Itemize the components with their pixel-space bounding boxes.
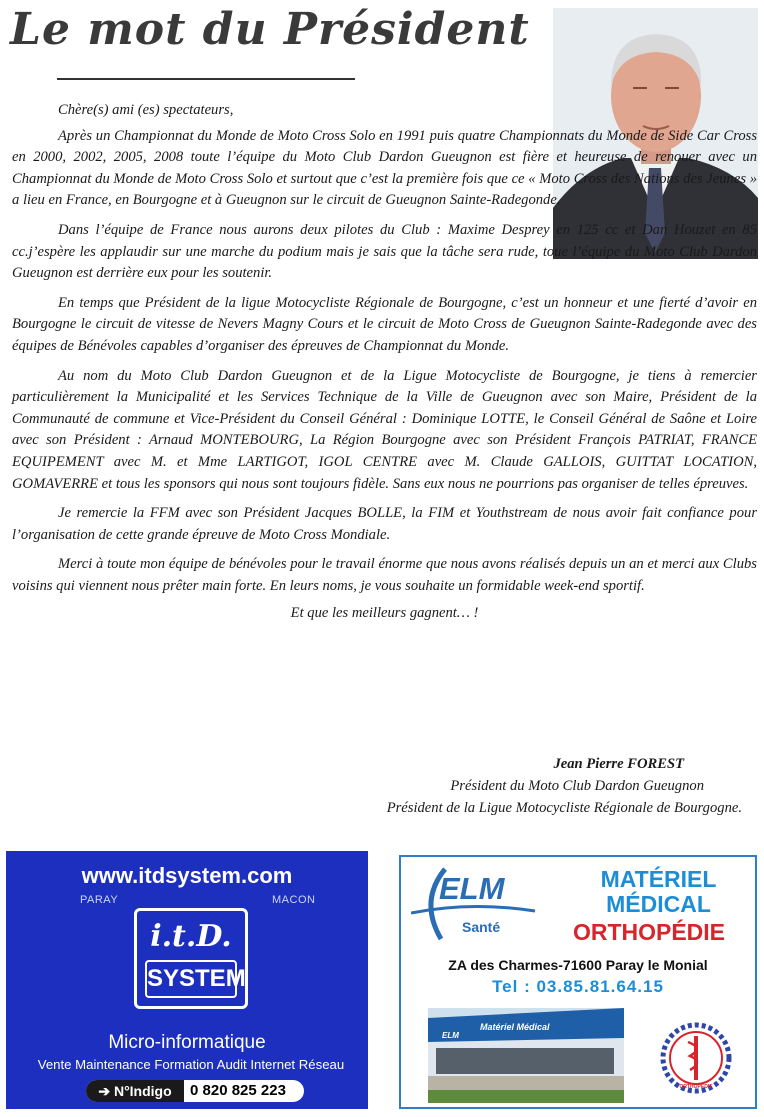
itd-url: www.itdsystem.com [81,863,293,888]
store-building-photo [428,1008,624,1103]
orthopedie-emblem-icon [660,1022,732,1094]
itd-system-ad [6,851,368,1109]
elm-sante-ad [399,855,757,1109]
indigo-number: 0 820 825 223 [190,1082,286,1099]
itd-logo-text: i.t.D. [150,919,232,954]
itd-phone-badge [86,1080,304,1102]
elm-line-orthopedie: ORTHOPÉDIE [572,919,726,945]
president-letter [12,100,757,633]
itd-logo-system: SYSTEM [145,960,237,998]
letter-paragraph: Au nom du Moto Club Dardon Gueugnon et de la Ligue Motocycliste de Bourgogne, je tiens à remercier particulièrement la Municipalité et les Services Technique de la Ville de Gueugnon avec son Maire, Président de la Communauté de commune et Vice-Président du Conseil Général : Dominique LOTTE, le Conseil Général de Saône et Loire avec son Président : Arnaud MONTEBOURG, La Région Bourgogne avec son Président François PATRIAT, FRANCE EQUIPEMENT avec M. et Mme LARTIGOT, IGOL CENTRE avec M. Claude GALLOIS, GUITTAT LOCATION, GOMAVERRE et tous les sponsors qui nous sont toujours fidèle. Sans eux nous ne pourrions pas organiser de telles épreuves. [12,367,757,492]
letter-paragraph: Après un Championnat du Monde de Moto Cross Solo en 1991 puis quatre Championnats du Monde de Side Car Cross en 2000, 2002, 2005, 2008 toute l’équipe du Moto Club Dardon Gueugnon est fière et heureuse de renouer avec un Championnat du Monde de Moto Cross Solo et surtout que c’est la première fois que ce « Moto Cross des Nations des Jeunes » a lieu en France, en Bourgogne et à Gueugnon sur le circuit de Gueugnon Sainte-Radegonde. [12,127,757,209]
signature-role-league: Président de la Ligue Motocycliste Régionale de Bourgogne. [386,800,742,816]
elm-phone: Tel : 03.85.81.64.15 [492,977,664,996]
elm-address: ZA des Charmes-71600 Paray le Monial [448,957,708,973]
elm-line-medical: MÉDICAL [606,891,711,917]
building-logo: ELM [442,1031,459,1040]
elm-brand-sub: Santé [462,919,501,935]
letter-paragraph: Je remercie la FFM avec son Président Jacques BOLLE, la FIM et Youthstream de nous avoir fait confiance pour l’organisation de cette grande épreuve de Moto Cross Mondiale. [12,505,757,543]
signature-block [387,753,742,819]
elm-line-materiel: MATÉRIEL [600,866,717,892]
letter-greeting: Chère(s) ami (es) spectateurs, [58,102,234,118]
building-sign: Matériel Médical [480,1022,550,1032]
emblem-text: ORTHOPÉDIE [679,1084,713,1090]
elm-brand: ELM [439,871,505,906]
itd-logo [134,908,248,1009]
letter-paragraph: Merci à toute mon équipe de bénévoles pour le travail énorme que nous avons réalisés depuis un an et merci aux Clubs voisins qui viennent nous prêter main forte. En leurs noms, je vous souhaite un formidable week-end sportif. [12,556,757,594]
letter-paragraph: En temps que Président de la ligue Motocycliste Régionale de Bourgogne, c’est un honneur et une fierté d’avoir en Bourgogne le circuit de vitesse de Nevers Magny Cours et le circuit de Moto Cross de Gueugnon Sainte-Radegonde avec des équipes de Bénévoles capables d’organiser des épreuves de Championnat du Monde. [12,294,757,354]
signature-role-club: Président du Moto Club Dardon Gueugnon [450,778,704,794]
indigo-label-text: N°Indigo [113,1083,172,1099]
page-title: Le mot du Président [10,4,530,55]
letter-closing: Et que les meilleurs gagnent… ! [290,605,479,622]
itd-tagline: Micro-informatique [108,1032,266,1053]
elm-heading-materiel [566,867,751,917]
title-underline [57,78,355,80]
itd-city-paray: PARAY [80,894,119,906]
signature-name: Jean Pierre FOREST [553,756,684,772]
phone-arrow-icon: ➔ [98,1083,111,1099]
itd-city-macon: MACON [272,894,316,906]
letter-paragraph: Dans l’équipe de France nous aurons deux pilotes du Club : Maxime Desprey en 125 cc et Dan Houzet en 85 cc.j’espère les applaudir sur une marche du podium mais je sais que la tâche sera rude, toue l’équipe du Moto Club Dardon Gueugnon est derrière eux pour les soutenir. [12,221,757,282]
itd-services: Vente Maintenance Formation Audit Internet Réseau [37,1057,345,1072]
indigo-label [86,1080,184,1102]
